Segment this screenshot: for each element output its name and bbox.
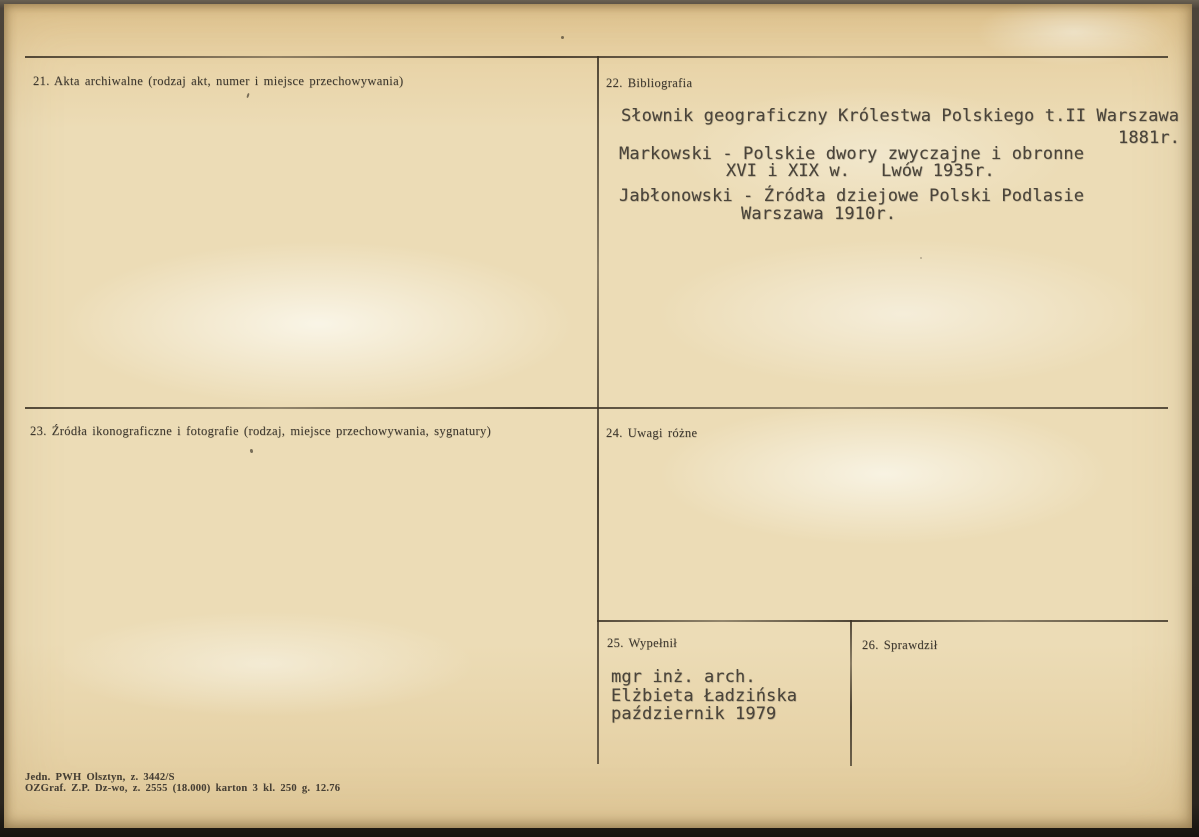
field-label-akta-archiwalne: 21. Akta archiwalne (rodzaj akt, numer i miejsce przechowywania) xyxy=(33,74,404,88)
bibliography-entry-line: Warszawa 1910r. xyxy=(741,204,897,224)
filled-by-date-line: październik 1979 xyxy=(611,704,777,724)
section-26-sprawdzil xyxy=(850,620,1192,820)
printer-imprint-line: Jedn. PWH Olsztyn, z. 3442/S xyxy=(25,772,175,783)
bibliography-entry-line: Jabłonowski - Źródła dziejowe Polski Podlasie xyxy=(619,186,1085,206)
bibliography-entry-line: XVI i XIX w. Lwów 1935r. xyxy=(726,161,995,181)
field-label-bibliografia: 22. Bibliografia xyxy=(606,76,693,90)
index-card-paper xyxy=(4,4,1192,828)
section-25-wypelnil xyxy=(597,620,850,820)
section-22-bibliografia xyxy=(597,56,1192,407)
section-24-uwagi-rozne xyxy=(597,407,1192,620)
field-label-wypelnil: 25. Wypełnił xyxy=(607,636,678,650)
bibliography-entry-line: Markowski - Polskie dwory zwyczajne i obronne xyxy=(619,144,1085,164)
scan-speck xyxy=(920,257,922,259)
filled-by-name-line: Elżbieta Ładzińska xyxy=(611,686,798,706)
printer-imprint-line: OZGraf. Z.P. Dz-wo, z. 2555 (18.000) karton 3 kl. 250 g. 12.76 xyxy=(25,783,341,794)
scan-speck xyxy=(561,36,564,39)
section-21-akta-archiwalne xyxy=(4,56,597,407)
section-23-zrodla-ikonograficzne xyxy=(4,407,597,620)
bibliography-entry-line: 1881r. xyxy=(1118,128,1181,148)
field-label-uwagi-rozne: 24. Uwagi różne xyxy=(606,426,698,440)
filled-by-title-line: mgr inż. arch. xyxy=(611,667,756,687)
field-label-sprawdzil: 26. Sprawdził xyxy=(862,638,938,652)
bibliography-entry-line: Słownik geograficzny Królestwa Polskiego t.II Warszawa xyxy=(621,106,1180,126)
field-label-zrodla-ikonograficzne: 23. Źródła ikonograficzne i fotografie (rodzaj, miejsce przechowywania, sygnatury) xyxy=(30,424,492,438)
